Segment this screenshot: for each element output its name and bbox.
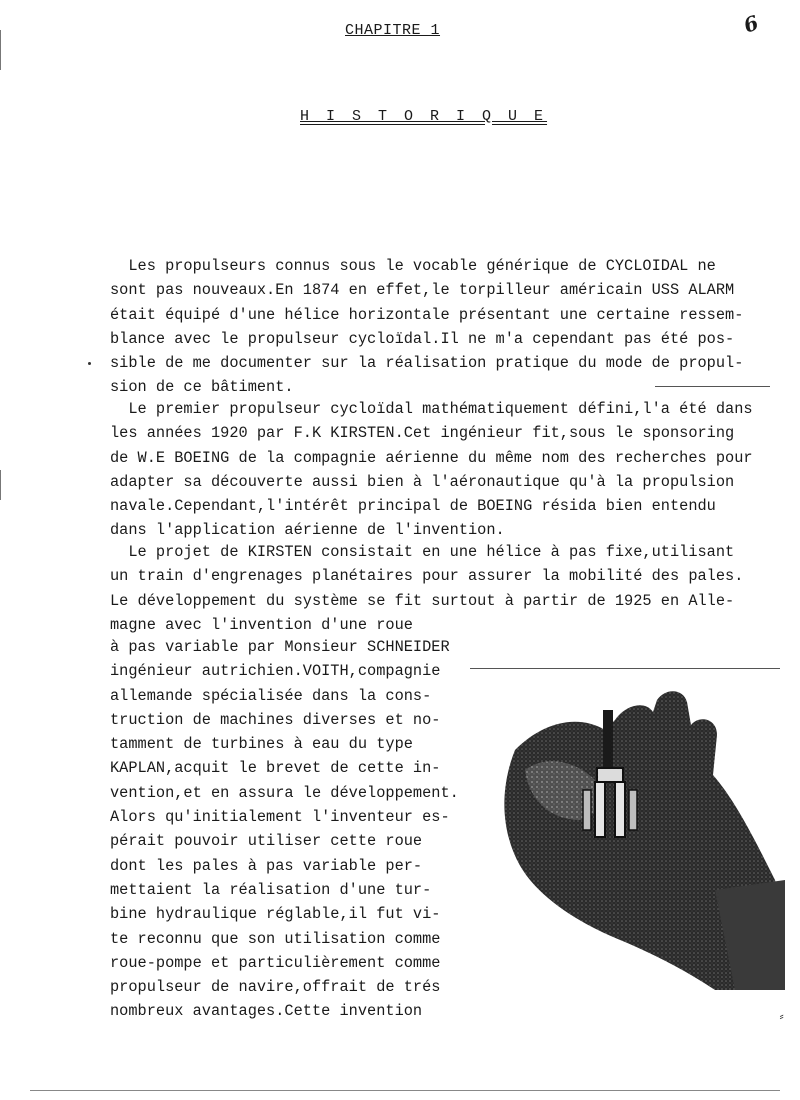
page-number: 6	[740, 10, 762, 38]
propeller-blade	[629, 790, 637, 830]
paragraph-1: Les propulseurs connus sous le vocable générique de CYCLOIDAL ne sont pas nouveaux.En 1874 en effet,le torpilleur américain USS ALARM était équipé d'une hélice horizontale présentant une certaine ressem- blance avec le propulseur cycloïdal.Il ne m'a cependant pas été pos- sible de me documenter sur la réalisation pratique du mode de propul- sion de ce bâtiment.	[110, 257, 744, 397]
paragraph-3: Le projet de KIRSTEN consistait en une hélice à pas fixe,utilisant un train d'engrenages planétaires pour assurer la mobilité des pales. Le développement du système se fit surtout à partir de 1925 en Alle- magne avec l'invention d'une roue	[110, 543, 744, 634]
left-margin-mark	[0, 470, 1, 500]
propeller-hub	[597, 768, 623, 782]
corner-mark: ⸗	[778, 1010, 786, 1024]
scan-dot	[88, 362, 91, 365]
propeller-shaft	[603, 710, 613, 770]
paragraph-4: à pas variable par Monsieur SCHNEIDER ingénieur autrichien.VOITH,compagnie allemande spécialisée dans la cons- truction de machines diverses et no- tamment de turbines à eau du type KAPLAN,acquit le brevet de cette in- vention,et en assura le développement. Alors qu'initialement l'inventeur es- pérait pouvoir utiliser cette roue dont les pales à pas variable per- mettaient la réalisation d'une tur- bine hydraulique réglable,il fut vi- te reconnu que son utilisation comme roue-pompe et particulièrement comme propulseur de navire,offrait de trés nombreux avantages.Cette invention	[110, 638, 459, 1021]
page-bottom-edge	[30, 1090, 780, 1091]
hand-holding-propeller-photo	[485, 680, 785, 990]
chapter-heading: CHAPITRE 1	[345, 22, 441, 39]
paragraph-2: Le premier propulseur cycloïdal mathématiquement défini,l'a été dans les années 1920 par F.K KIRSTEN.Cet ingénieur fit,sous le sponsoring de W.E BOEING de la compagnie aérienne du même nom des recherches pour adapter sa découverte aussi bien à l'aéronautique qu'à la propulsion navale.Cependant,l'intérêt principal de BOEING résida bien entendu dans l'application aérienne de l'invention.	[110, 400, 753, 540]
scan-rule-2	[470, 668, 780, 669]
propeller-blade	[583, 790, 591, 830]
propeller-blade	[595, 782, 605, 837]
page-title: H I S T O R I Q U E	[300, 108, 548, 125]
left-margin-mark	[0, 30, 1, 70]
scan-rule-1	[655, 386, 770, 387]
propeller-blade	[615, 782, 625, 837]
